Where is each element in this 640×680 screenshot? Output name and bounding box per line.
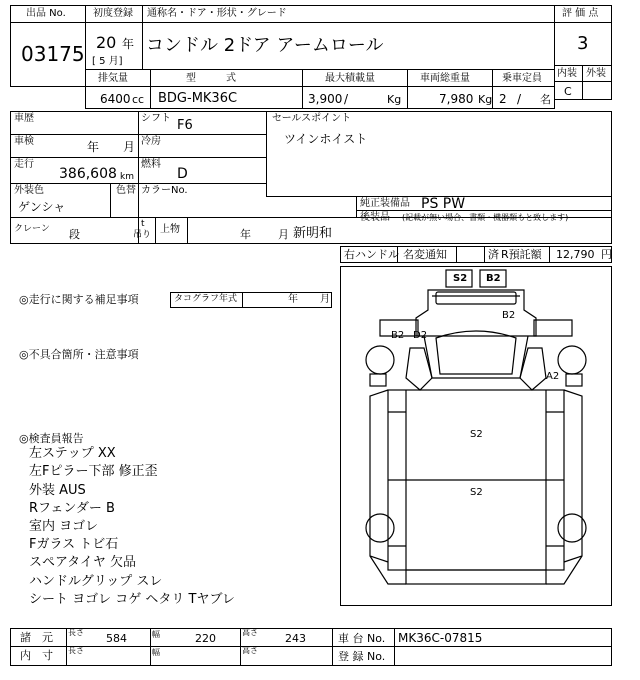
- dimensions-table: [10, 628, 612, 666]
- mileage-value: 386,608: [59, 166, 117, 182]
- max-load-label: 最大積載量: [325, 73, 375, 84]
- inspection-year-unit: 年: [87, 140, 100, 154]
- car-name: コンドル 2ドア アームロール: [146, 35, 384, 56]
- reg-year-unit: 年: [122, 37, 135, 51]
- length-value: 584: [106, 632, 127, 645]
- list-item: シート ヨゴレ コゲ ヘタリ Tヤブレ: [29, 592, 235, 607]
- dims-label: 諸 元: [20, 631, 53, 644]
- aftermarket-label: 後装品: [360, 212, 390, 223]
- gross-weight-value: 7,980: [439, 92, 474, 106]
- displacement-value: 6400: [100, 92, 131, 106]
- capacity-value: 2: [499, 92, 507, 106]
- first-reg-label: 初度登録: [93, 8, 133, 19]
- body-label: 上物: [160, 224, 180, 235]
- lot-label: 出品 No.: [26, 8, 66, 19]
- inspector-report-label: ◎検査員報告: [19, 432, 84, 445]
- height-value: 243: [285, 632, 306, 645]
- aircon-label: 冷房: [141, 136, 161, 147]
- inspection-label: 車検: [14, 136, 34, 147]
- damage-label-top-s2: S2: [453, 273, 468, 284]
- gross-weight-unit: Kg: [478, 93, 493, 106]
- max-load-sep: /: [344, 92, 349, 106]
- equipment-value: PS PW: [421, 196, 466, 212]
- mileage-unit: km: [120, 172, 134, 182]
- list-item: Fガラス トビ石: [29, 537, 119, 552]
- inspection-month-unit: 月: [123, 140, 136, 154]
- max-load-unit: Kg: [387, 93, 402, 106]
- reg-year: 20: [96, 33, 117, 52]
- color-label: 外装色: [14, 185, 44, 196]
- rhd-flag: 右ハンドル: [344, 248, 399, 261]
- chassis-label: 車 台 No.: [338, 632, 386, 645]
- registration-label: 登 録 No.: [338, 650, 386, 663]
- recycle-status: 済: [488, 248, 499, 261]
- damage-label-cab-b2-left: B2: [391, 330, 405, 341]
- reg-month: [ 5 月]: [92, 56, 123, 67]
- crane-hang: 吊り: [133, 230, 152, 240]
- model-desc-label: 通称名・ドア・形状・グレード: [147, 8, 287, 19]
- max-load-value: 3,900: [308, 92, 343, 106]
- width-label: 幅: [152, 630, 160, 639]
- color-code-label: カラーNo.: [141, 185, 188, 196]
- displacement-unit: cc: [132, 93, 145, 106]
- body-month-unit: 月: [278, 228, 289, 241]
- crane-ton: t: [141, 219, 145, 229]
- grade-label: 評 価 点: [562, 8, 599, 19]
- driving-notes-label: ◎走行に関する補足事項: [19, 293, 139, 306]
- width-value: 220: [195, 632, 216, 645]
- damage-label-top-b2: B2: [486, 273, 501, 284]
- model-label: 型 式: [186, 73, 236, 84]
- list-item: 室内 ヨゴレ: [29, 519, 99, 534]
- yen-unit: 円: [601, 248, 612, 261]
- aftermarket-note: (記載が無い場合、書類・機器類もと致します): [402, 213, 569, 222]
- tacho-year-unit: 年: [288, 294, 298, 305]
- defects-label: ◎不具合箇所・注意事項: [19, 348, 139, 361]
- mileage-label: 走行: [14, 159, 34, 170]
- body-maker: 新明和: [293, 226, 333, 241]
- recycle-amount: 12,790: [556, 248, 595, 261]
- list-item: スペアタイヤ 欠品: [29, 555, 136, 570]
- damage-label-deck-s2-upper: S2: [470, 429, 483, 440]
- color-value: ゲンシャ: [18, 200, 66, 214]
- shift-label: シフト: [141, 113, 171, 124]
- body-year-unit: 年: [240, 228, 251, 241]
- exterior-grade-label: 外装: [586, 68, 606, 79]
- damage-label-cab-d2: D2: [413, 330, 428, 341]
- damage-label-side-a2: A2: [546, 371, 560, 382]
- capacity-sep: /: [517, 92, 522, 106]
- tachograph-label: タコグラフ年式: [174, 294, 238, 304]
- interior-grade-label: 内装: [557, 68, 577, 79]
- inner-dims-label: 内 寸: [20, 649, 53, 662]
- gross-weight-label: 車両総重量: [420, 73, 470, 84]
- lot-number: 03175: [21, 42, 85, 66]
- list-item: Rフェンダー B: [29, 501, 115, 516]
- tacho-month-unit: 月: [320, 294, 330, 305]
- list-item: 左Fピラー下部 修正歪: [29, 464, 158, 479]
- color-no-label: 色替: [116, 185, 136, 196]
- damage-label-cab-b2-right: B2: [502, 310, 516, 321]
- sales-point-label: セールスポイント: [272, 113, 352, 124]
- list-item: 外装 AUS: [29, 483, 86, 498]
- crane-stage: 段: [69, 228, 80, 241]
- list-item: ハンドルグリップ スレ: [29, 574, 163, 589]
- equipment-label: 純正装備品: [360, 198, 410, 209]
- height-label: 高さ: [242, 628, 258, 637]
- recycle-label: R預託額: [501, 248, 542, 261]
- inner-length-label: 長さ: [68, 646, 84, 655]
- shift-value: F6: [177, 118, 193, 133]
- name-change-flag: 名変通知: [403, 248, 447, 261]
- damage-label-deck-s2-lower: S2: [470, 487, 483, 498]
- crane-label: クレーン: [14, 224, 50, 234]
- capacity-label: 乗車定員: [502, 73, 542, 84]
- chassis-number: MK36C-07815: [398, 631, 483, 645]
- sales-point-value: ツインホイスト: [284, 132, 368, 146]
- inner-height-label: 高さ: [242, 646, 258, 655]
- capacity-unit: 名: [540, 93, 551, 106]
- length-label: 長さ: [68, 628, 84, 637]
- list-item: 左ステップ XX: [29, 446, 116, 461]
- fuel-label: 燃料: [141, 159, 161, 170]
- grade-score: 3: [577, 33, 589, 54]
- displacement-label: 排気量: [98, 73, 128, 84]
- interior-grade: C: [564, 85, 572, 98]
- model-value: BDG-MK36C: [158, 91, 238, 106]
- history-label: 車歴: [14, 113, 34, 124]
- fuel-value: D: [177, 166, 188, 182]
- inner-width-label: 幅: [152, 648, 160, 657]
